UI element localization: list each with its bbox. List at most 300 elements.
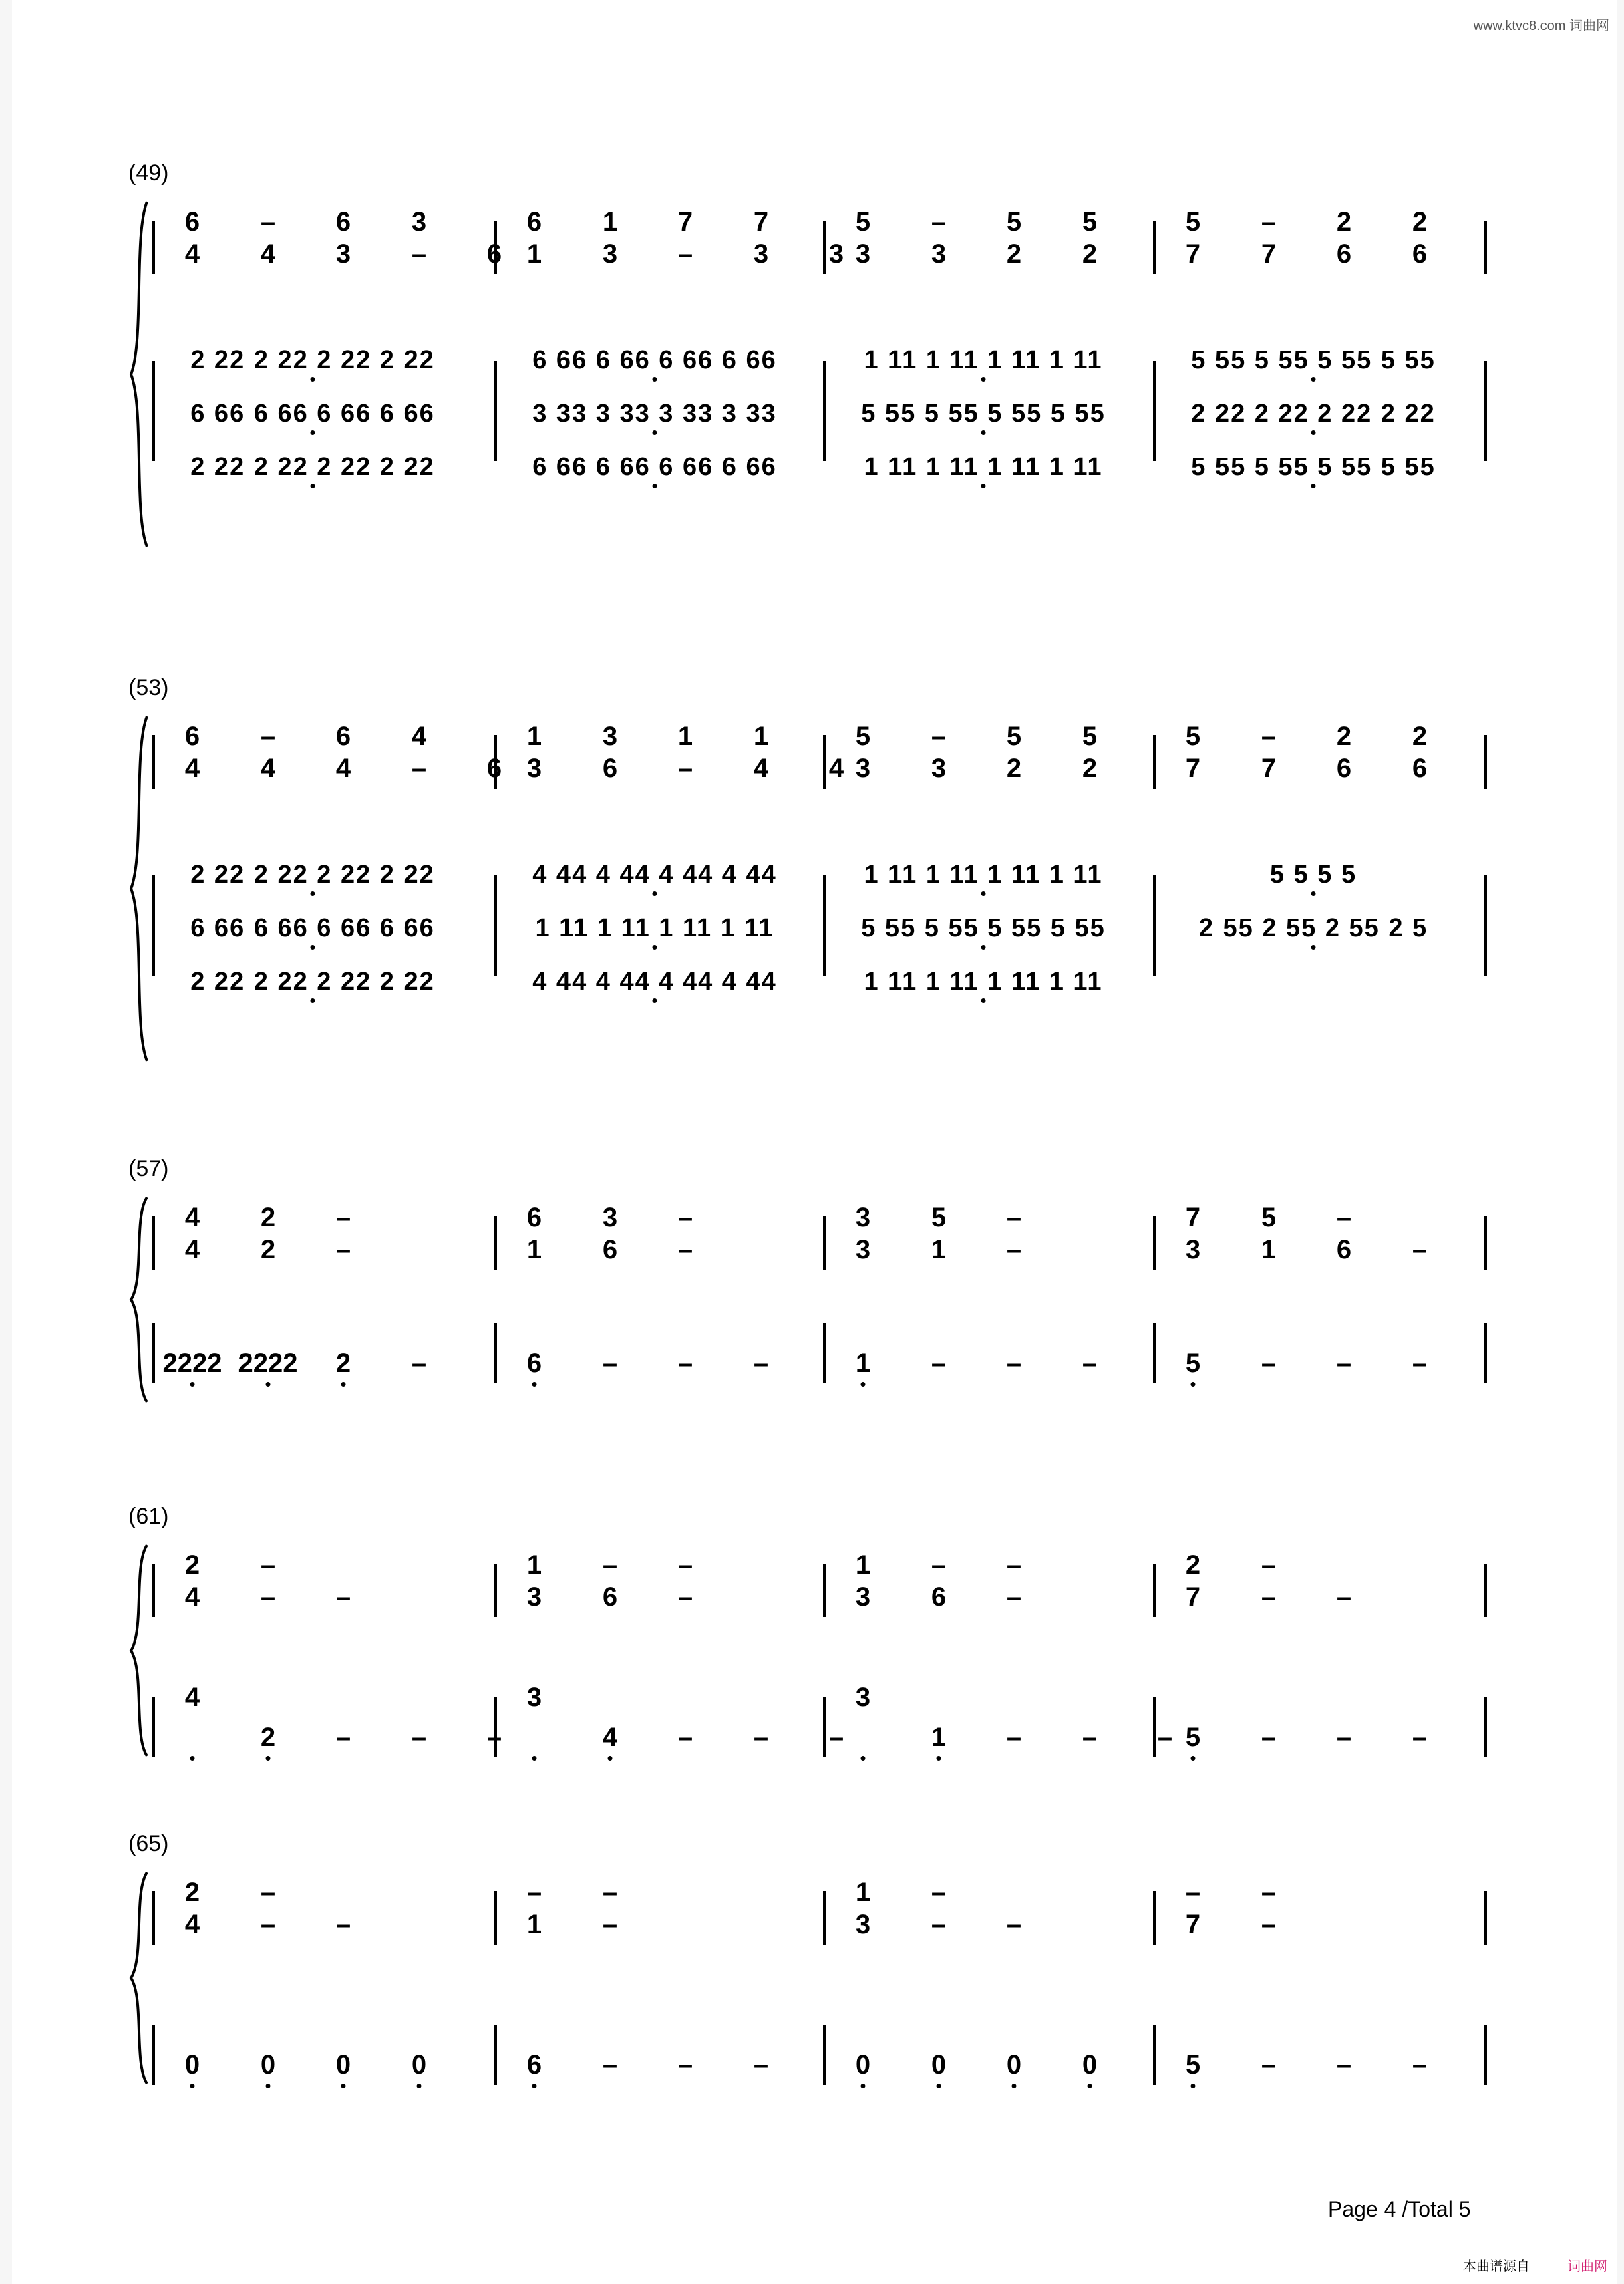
bass-note: 0 <box>260 2050 276 2080</box>
octave-dot <box>861 1756 866 1761</box>
treble-note: 6 <box>335 207 351 237</box>
hold-dash: – <box>1006 1203 1022 1232</box>
hold-dash: – <box>1006 1550 1022 1580</box>
octave-dot <box>532 1382 537 1387</box>
octave-dot <box>1012 2084 1017 2088</box>
bar-line <box>152 735 155 789</box>
bass-note: 0 <box>335 2050 351 2080</box>
hold-dash: – <box>335 1582 351 1612</box>
treble-note: 1 <box>526 722 542 751</box>
octave-dot <box>190 2084 195 2088</box>
bar-line <box>1484 875 1487 976</box>
hold-dash: – <box>260 1550 276 1580</box>
page-indicator: Page 4 /Total 5 <box>1328 2197 1471 2221</box>
hold-dash: – <box>1412 1348 1428 1378</box>
hold-dash: – <box>677 2050 693 2080</box>
bar-line <box>152 1697 155 1757</box>
bar-line <box>1484 221 1487 274</box>
bar-line <box>152 361 155 461</box>
hold-dash: – <box>931 207 947 237</box>
bar-line <box>494 1216 497 1270</box>
treble-note: 4 <box>184 1582 200 1612</box>
treble-note: 1 <box>855 1878 871 1907</box>
bar-line <box>152 1323 155 1383</box>
bar-line <box>1484 1697 1487 1757</box>
bar-line <box>1484 1323 1487 1383</box>
left-margin-strip <box>0 0 12 2284</box>
hold-dash: – <box>1082 1723 1098 1752</box>
hold-dash: – <box>828 1723 844 1752</box>
site-watermark: www.ktvc8.com 词曲网 <box>1473 19 1609 33</box>
octave-dot <box>861 2084 866 2088</box>
hold-dash: – <box>1006 1582 1022 1612</box>
bar-line <box>823 361 826 461</box>
treble-note: 7 <box>1261 754 1277 783</box>
octave-dot <box>1191 2084 1196 2088</box>
bar-line <box>152 1216 155 1270</box>
treble-note: 5 <box>1082 207 1098 237</box>
octave-dot <box>981 430 986 435</box>
treble-note: 2 <box>1412 722 1428 751</box>
treble-note: 3 <box>931 754 947 783</box>
treble-note: 7 <box>1185 754 1201 783</box>
hold-dash: – <box>602 1878 618 1907</box>
hold-dash: – <box>753 2050 769 2080</box>
bass-note: 1 11 1 11 1 11 1 11 <box>864 968 1103 996</box>
bass-note: 6 66 6 66 6 66 6 66 <box>532 453 777 481</box>
bar-line <box>1484 361 1487 461</box>
treble-note: 2 <box>260 1203 276 1232</box>
bass-note: 6 <box>526 1348 542 1378</box>
treble-note: 4 <box>753 754 769 783</box>
hold-dash: – <box>1261 1550 1277 1580</box>
bar-line <box>1153 875 1156 976</box>
hold-dash: – <box>931 1878 947 1907</box>
bar-line <box>823 2025 826 2085</box>
bar-line <box>1484 1891 1487 1945</box>
bass-note: 3 <box>526 1683 542 1712</box>
treble-note: 3 <box>526 1582 542 1612</box>
bass-note: 6 66 6 66 6 66 6 66 <box>532 346 777 374</box>
bar-line <box>1484 1216 1487 1270</box>
hold-dash: – <box>677 1582 693 1612</box>
bass-note: 0 <box>931 2050 947 2080</box>
bar-line <box>1153 1323 1156 1383</box>
treble-note: 5 <box>855 722 871 751</box>
bass-note: 2 22 2 22 2 22 2 22 <box>190 453 435 481</box>
treble-note: 2 <box>184 1878 200 1907</box>
bass-note: 2 22 2 22 2 22 2 22 <box>1191 400 1436 428</box>
treble-note: 6 <box>1336 1235 1352 1264</box>
hold-dash: – <box>602 2050 618 2080</box>
brace-icon <box>127 1544 154 1757</box>
treble-note: 5 <box>1185 207 1201 237</box>
treble-note: 1 <box>677 722 693 751</box>
octave-dot <box>653 377 657 382</box>
treble-note: 7 <box>1185 1582 1201 1612</box>
treble-note: 6 <box>602 754 618 783</box>
octave-dot <box>311 998 315 1003</box>
octave-dot <box>937 1756 941 1761</box>
treble-note: 6 <box>1412 754 1428 783</box>
treble-note: 1 <box>855 1550 871 1580</box>
bar-line <box>1153 221 1156 274</box>
octave-dot <box>311 484 315 488</box>
treble-note: 4 <box>184 754 200 783</box>
bar-line <box>152 2025 155 2085</box>
bass-note: 1 11 1 11 1 11 1 11 <box>535 914 774 942</box>
hold-dash: – <box>1185 1878 1201 1907</box>
treble-note: 2 <box>1336 722 1352 751</box>
bar-line <box>823 1697 826 1757</box>
treble-note: 4 <box>184 1910 200 1939</box>
treble-note: 5 <box>1006 207 1022 237</box>
bar-line <box>152 1891 155 1945</box>
octave-dot <box>981 998 986 1003</box>
treble-note: 4 <box>184 1235 200 1264</box>
bass-note: 2 <box>335 1348 351 1378</box>
system-number: (65) <box>128 1831 169 1856</box>
treble-note: 2 <box>1082 239 1098 269</box>
bass-note: 0 <box>184 2050 200 2080</box>
bar-line <box>823 735 826 789</box>
octave-dot <box>653 484 657 488</box>
hold-dash: – <box>1006 1235 1022 1264</box>
system-number: (53) <box>128 675 169 700</box>
bar-line <box>823 1216 826 1270</box>
octave-dot <box>341 1382 346 1387</box>
treble-note: 3 <box>753 239 769 269</box>
hold-dash: – <box>335 1203 351 1232</box>
treble-note: 3 <box>855 1203 871 1232</box>
octave-dot <box>1311 891 1316 896</box>
octave-dot <box>532 2084 537 2088</box>
bass-note: 4 44 4 44 4 44 4 44 <box>532 968 777 996</box>
octave-dot <box>532 1756 537 1761</box>
treble-note: 3 <box>602 722 618 751</box>
brace-icon <box>127 715 154 1062</box>
bass-note: 2222 <box>162 1348 222 1378</box>
hold-dash: – <box>1336 1723 1352 1752</box>
octave-dot <box>653 891 657 896</box>
bar-line <box>823 1323 826 1383</box>
bass-note: 2 22 2 22 2 22 2 22 <box>190 968 435 996</box>
octave-dot <box>1311 945 1316 950</box>
treble-note: 2 <box>260 1235 276 1264</box>
hold-dash: – <box>1006 1348 1022 1378</box>
hold-dash: – <box>677 1550 693 1580</box>
octave-dot <box>311 945 315 950</box>
treble-note: 2 <box>1006 239 1022 269</box>
hold-dash: – <box>1336 2050 1352 2080</box>
bass-note: 2 <box>260 1723 276 1752</box>
hold-dash: – <box>526 1878 542 1907</box>
octave-dot <box>311 430 315 435</box>
treble-note: 2 <box>1412 207 1428 237</box>
octave-dot <box>937 2084 941 2088</box>
hold-dash: – <box>1157 1723 1173 1752</box>
octave-dot <box>1311 430 1316 435</box>
treble-note: 7 <box>677 207 693 237</box>
hold-dash: – <box>931 1348 947 1378</box>
bar-line <box>494 1891 497 1945</box>
treble-note: 3 <box>855 1910 871 1939</box>
hold-dash: – <box>1336 1582 1352 1612</box>
bar-line <box>494 1564 497 1617</box>
hold-dash: – <box>1336 1348 1352 1378</box>
octave-dot <box>1311 484 1316 488</box>
treble-note: 1 <box>526 1910 542 1939</box>
hold-dash: – <box>677 1348 693 1378</box>
hold-dash: – <box>1261 1582 1277 1612</box>
hold-dash: – <box>753 1723 769 1752</box>
treble-note: 1 <box>931 1235 947 1264</box>
treble-note: 7 <box>1261 239 1277 269</box>
bar-line <box>152 875 155 976</box>
treble-note: 3 <box>602 239 618 269</box>
octave-dot <box>981 484 986 488</box>
system-number: (57) <box>128 1156 169 1181</box>
bar-line <box>1153 735 1156 789</box>
hold-dash: – <box>677 1723 693 1752</box>
hold-dash: – <box>677 754 693 783</box>
octave-dot <box>311 377 315 382</box>
treble-note: 1 <box>526 1235 542 1264</box>
bar-line <box>823 1564 826 1617</box>
bass-note: 5 <box>1185 1723 1201 1752</box>
treble-note: 2 <box>1185 1550 1201 1580</box>
bar-line <box>823 1891 826 1945</box>
bar-line <box>1484 2025 1487 2085</box>
bass-note: 6 66 6 66 6 66 6 66 <box>190 400 435 428</box>
source-label: 本曲谱源自 <box>1463 2259 1530 2274</box>
hold-dash: – <box>260 722 276 751</box>
bass-note: 5 55 5 55 5 55 5 55 <box>861 400 1106 428</box>
treble-note: 6 <box>526 1203 542 1232</box>
hold-dash: – <box>1261 1878 1277 1907</box>
bass-note: 5 <box>1185 2050 1201 2080</box>
octave-dot <box>266 1756 271 1761</box>
treble-note: 3 <box>828 239 844 269</box>
bass-note: 1 11 1 11 1 11 1 11 <box>864 861 1103 889</box>
treble-note: 7 <box>1185 1910 1201 1939</box>
treble-note: 3 <box>1185 1235 1201 1264</box>
bass-note: 5 <box>1185 1348 1201 1378</box>
treble-note: 6 <box>486 754 502 783</box>
brace-icon <box>127 200 154 548</box>
treble-note: 6 <box>486 239 502 269</box>
bass-note: 2222 <box>238 1348 298 1378</box>
bass-note: 1 <box>931 1723 947 1752</box>
hold-dash: – <box>411 754 427 783</box>
treble-note: 6 <box>335 722 351 751</box>
treble-note: 5 <box>855 207 871 237</box>
octave-dot <box>981 945 986 950</box>
treble-note: 3 <box>855 239 871 269</box>
octave-dot <box>981 891 986 896</box>
hold-dash: – <box>1082 1348 1098 1378</box>
octave-dot <box>1191 1756 1196 1761</box>
bass-note: 5 5 5 5 <box>1269 861 1357 889</box>
hold-dash: – <box>931 722 947 751</box>
treble-note: 4 <box>260 754 276 783</box>
treble-note: 4 <box>828 754 844 783</box>
hold-dash: – <box>1261 2050 1277 2080</box>
treble-note: 2 <box>184 1550 200 1580</box>
hold-dash: – <box>931 1910 947 1939</box>
hold-dash: – <box>753 1348 769 1378</box>
hold-dash: – <box>1006 1910 1022 1939</box>
hold-dash: – <box>260 207 276 237</box>
bass-note: 1 11 1 11 1 11 1 11 <box>864 346 1103 374</box>
octave-dot <box>653 430 657 435</box>
bass-note: 2 22 2 22 2 22 2 22 <box>190 346 435 374</box>
hold-dash: – <box>1412 1235 1428 1264</box>
bar-line <box>1153 1564 1156 1617</box>
bar-line <box>494 2025 497 2085</box>
bass-note: 5 55 5 55 5 55 5 55 <box>1191 453 1436 481</box>
bar-line <box>1153 1697 1156 1757</box>
bar-line <box>494 875 497 976</box>
bass-note: 2 22 2 22 2 22 2 22 <box>190 861 435 889</box>
bar-line <box>1153 2025 1156 2085</box>
treble-note: 2 <box>1082 754 1098 783</box>
system-number: (61) <box>128 1504 169 1529</box>
octave-dot <box>653 945 657 950</box>
treble-note: 7 <box>1185 239 1201 269</box>
treble-note: 3 <box>855 1582 871 1612</box>
bass-note: 5 55 5 55 5 55 5 55 <box>861 914 1106 942</box>
hold-dash: – <box>1006 1723 1022 1752</box>
hold-dash: – <box>260 1910 276 1939</box>
bass-note: 4 <box>184 1683 200 1712</box>
treble-note: 1 <box>526 239 542 269</box>
treble-note: 3 <box>602 1203 618 1232</box>
bass-note: 1 <box>855 1348 871 1378</box>
hold-dash: – <box>411 239 427 269</box>
treble-note: 6 <box>1412 239 1428 269</box>
hold-dash: – <box>931 1550 947 1580</box>
bar-line <box>1484 1564 1487 1617</box>
octave-dot <box>861 1382 866 1387</box>
bass-note: 3 <box>855 1683 871 1712</box>
hold-dash: – <box>1261 722 1277 751</box>
hold-dash: – <box>602 1348 618 1378</box>
treble-note: 3 <box>855 754 871 783</box>
treble-note: 4 <box>335 754 351 783</box>
bass-note: 0 <box>411 2050 427 2080</box>
bass-note: 0 <box>855 2050 871 2080</box>
hold-dash: – <box>486 1723 502 1752</box>
hold-dash: – <box>335 1723 351 1752</box>
bass-note: 1 11 1 11 1 11 1 11 <box>864 453 1103 481</box>
hold-dash: – <box>1261 1910 1277 1939</box>
bass-note: 4 44 4 44 4 44 4 44 <box>532 861 777 889</box>
hold-dash: – <box>677 1235 693 1264</box>
treble-note: 2 <box>1336 207 1352 237</box>
treble-note: 2 <box>1006 754 1022 783</box>
hold-dash: – <box>411 1723 427 1752</box>
treble-note: 6 <box>602 1235 618 1264</box>
treble-note: 6 <box>184 722 200 751</box>
octave-dot <box>1088 2084 1092 2088</box>
octave-dot <box>1191 1382 1196 1387</box>
bar-line <box>1484 735 1487 789</box>
treble-note: 6 <box>931 1582 947 1612</box>
bass-note: 3 33 3 33 3 33 3 33 <box>532 400 777 428</box>
treble-note: 3 <box>931 239 947 269</box>
octave-dot <box>341 2084 346 2088</box>
bar-line <box>494 361 497 461</box>
treble-note: 4 <box>184 1203 200 1232</box>
hold-dash: – <box>1336 1203 1352 1232</box>
treble-note: 3 <box>335 239 351 269</box>
octave-dot <box>981 377 986 382</box>
bar-line <box>494 1323 497 1383</box>
treble-note: 4 <box>184 239 200 269</box>
octave-dot <box>608 1756 613 1761</box>
bar-line <box>1153 1216 1156 1270</box>
system-number: (49) <box>128 160 169 186</box>
bass-note: 4 <box>602 1723 618 1752</box>
hold-dash: – <box>1261 207 1277 237</box>
treble-note: 6 <box>184 207 200 237</box>
hold-dash: – <box>1261 1723 1277 1752</box>
treble-note: 3 <box>526 754 542 783</box>
octave-dot <box>1311 377 1316 382</box>
bar-line <box>1153 1891 1156 1945</box>
bass-note: 2 55 2 55 2 55 2 5 <box>1198 914 1428 942</box>
treble-note: 1 <box>602 207 618 237</box>
treble-note: 5 <box>1006 722 1022 751</box>
hold-dash: – <box>335 1910 351 1939</box>
bass-note: 5 55 5 55 5 55 5 55 <box>1191 346 1436 374</box>
treble-note: 6 <box>1336 239 1352 269</box>
bass-note: 0 <box>1006 2050 1022 2080</box>
bar-line <box>152 221 155 274</box>
hold-dash: – <box>677 1203 693 1232</box>
treble-note: 5 <box>931 1203 947 1232</box>
treble-note: 4 <box>411 722 427 751</box>
hold-dash: – <box>411 1348 427 1378</box>
treble-note: 1 <box>526 1550 542 1580</box>
treble-note: 6 <box>1336 754 1352 783</box>
right-margin-strip <box>1617 0 1624 2284</box>
source-site: 词曲网 <box>1567 2259 1607 2274</box>
treble-note: 3 <box>855 1235 871 1264</box>
brace-icon <box>127 1196 154 1403</box>
treble-note: 6 <box>526 207 542 237</box>
bar-line <box>823 221 826 274</box>
octave-dot <box>190 1382 195 1387</box>
octave-dot <box>653 998 657 1003</box>
hold-dash: – <box>260 1878 276 1907</box>
brace-icon <box>127 1871 154 2085</box>
treble-note: 5 <box>1185 722 1201 751</box>
octave-dot <box>417 2084 422 2088</box>
hold-dash: – <box>260 1582 276 1612</box>
bar-line <box>152 1564 155 1617</box>
hold-dash: – <box>602 1550 618 1580</box>
octave-dot <box>311 891 315 896</box>
hold-dash: – <box>1412 2050 1428 2080</box>
treble-note: 1 <box>1261 1235 1277 1264</box>
treble-note: 7 <box>1185 1203 1201 1232</box>
hold-dash: – <box>677 239 693 269</box>
hold-dash: – <box>335 1235 351 1264</box>
bar-line <box>1153 361 1156 461</box>
bass-note: 6 <box>526 2050 542 2080</box>
